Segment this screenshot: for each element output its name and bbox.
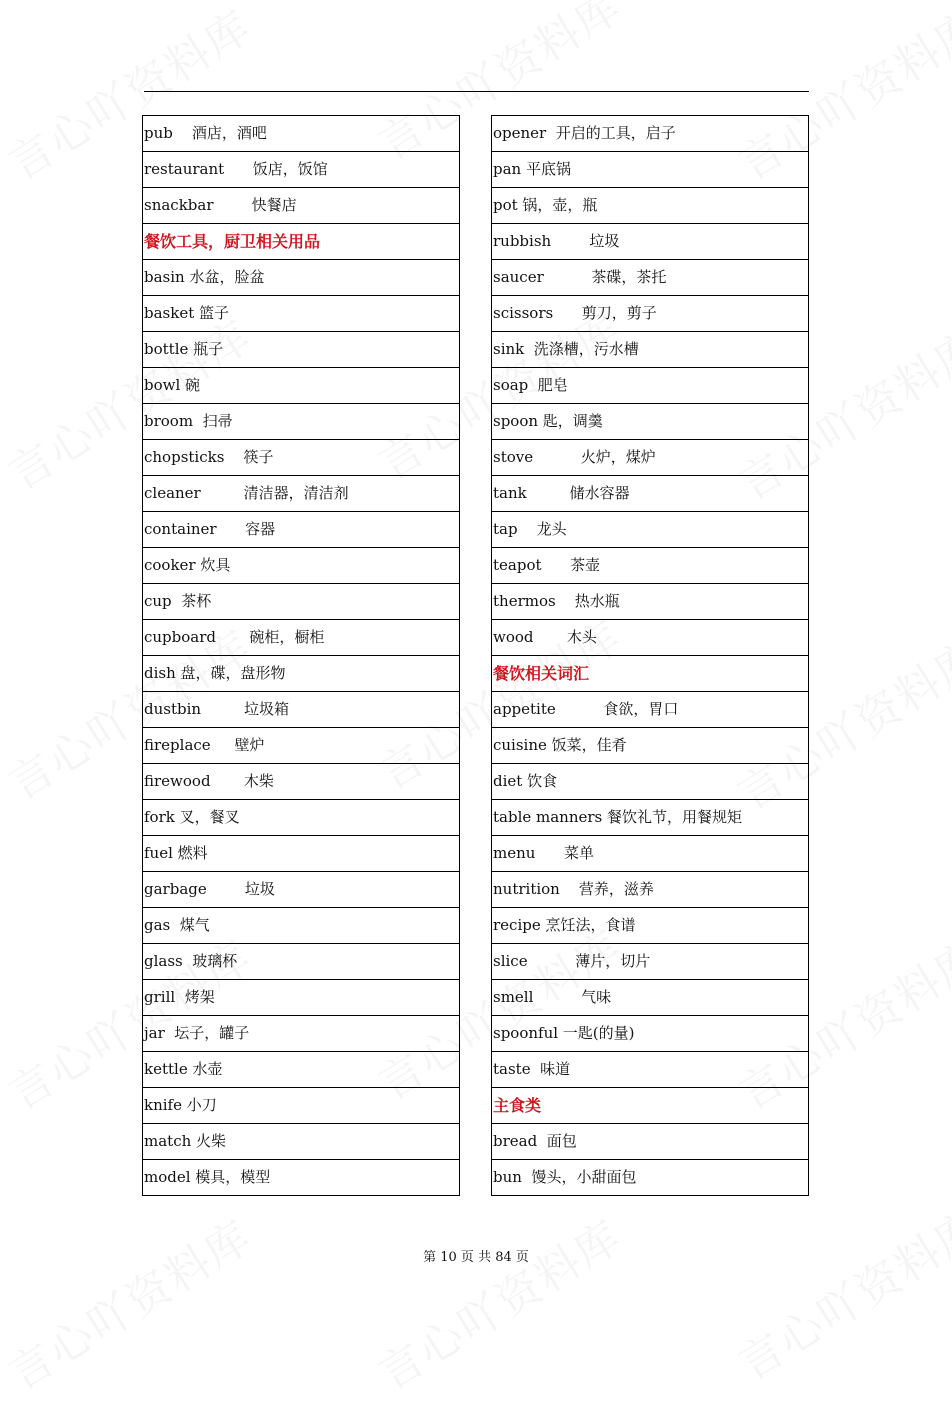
vocab-row (143, 620, 460, 656)
vocab-row (492, 260, 809, 296)
vocab-entry: garbage 垃圾 (143, 872, 460, 908)
vocab-row (492, 908, 809, 944)
vocab-entry: rubbish 垃圾 (492, 224, 809, 260)
vocab-entry: chopsticks 筷子 (143, 440, 460, 476)
vocab-table-left-body (143, 116, 460, 1196)
vocab-entry: kettle 水壶 (143, 1052, 460, 1088)
vocab-entry: jar 坛子，罐子 (143, 1016, 460, 1052)
vocab-entry: dish 盘，碟，盘形物 (143, 656, 460, 692)
vocab-entry: pub 酒店，酒吧 (143, 116, 460, 152)
vocab-row (143, 1124, 460, 1160)
vocab-entry: stove 火炉，煤炉 (492, 440, 809, 476)
vocab-table-right-body (492, 116, 809, 1196)
vocab-row (143, 656, 460, 692)
vocab-row (492, 872, 809, 908)
vocab-entry: soap 肥皂 (492, 368, 809, 404)
vocab-row (143, 728, 460, 764)
vocab-entry: appetite 食欲，胃口 (492, 692, 809, 728)
section-heading: 餐饮相关词汇 (492, 656, 809, 692)
vocab-entry: sink 洗涤槽，污水槽 (492, 332, 809, 368)
vocab-row (492, 440, 809, 476)
vocab-row (143, 764, 460, 800)
vocab-row (492, 188, 809, 224)
vocab-entry: firewood 木柴 (143, 764, 460, 800)
vocab-row (143, 1088, 460, 1124)
vocab-entry: pot 锅，壶，瓶 (492, 188, 809, 224)
vocab-entry: restaurant 饭店，饭馆 (143, 152, 460, 188)
vocab-entry: bun 馒头，小甜面包 (492, 1160, 809, 1196)
vocab-row (492, 152, 809, 188)
vocab-row (143, 1052, 460, 1088)
vocab-row (143, 188, 460, 224)
section-heading-row (492, 1088, 809, 1124)
vocab-row (492, 980, 809, 1016)
vocab-row (143, 404, 460, 440)
vocab-row (143, 548, 460, 584)
vocab-entry: smell 气味 (492, 980, 809, 1016)
vocab-row (492, 404, 809, 440)
vocab-entry: taste 味道 (492, 1052, 809, 1088)
vocab-row (143, 908, 460, 944)
watermark (0, 1202, 262, 1402)
watermark (724, 1192, 952, 1393)
vocab-entry: diet 饮食 (492, 764, 809, 800)
vocab-row (492, 548, 809, 584)
vocab-row (492, 1052, 809, 1088)
vocab-entry: cooker 炊具 (143, 548, 460, 584)
vocab-row (492, 728, 809, 764)
vocab-entry: slice 薄片，切片 (492, 944, 809, 980)
vocab-row (143, 800, 460, 836)
vocab-row (143, 584, 460, 620)
section-heading-row (143, 224, 460, 260)
vocab-row (492, 368, 809, 404)
vocab-entry: wood 木头 (492, 620, 809, 656)
vocab-entry: opener 开启的工具，启子 (492, 116, 809, 152)
vocab-row (143, 440, 460, 476)
vocab-entry: table manners 餐饮礼节，用餐规矩 (492, 800, 809, 836)
vocab-row (143, 260, 460, 296)
vocab-entry: knife 小刀 (143, 1088, 460, 1124)
vocab-row (492, 116, 809, 152)
vocab-entry: container 容器 (143, 512, 460, 548)
vocab-entry: pan 平底锅 (492, 152, 809, 188)
vocab-row (143, 836, 460, 872)
vocab-row (492, 476, 809, 512)
vocab-entry: cup 茶杯 (143, 584, 460, 620)
vocab-entry: dustbin 垃圾箱 (143, 692, 460, 728)
vocab-row (492, 764, 809, 800)
vocab-entry: thermos 热水瓶 (492, 584, 809, 620)
vocab-entry: fork 叉，餐叉 (143, 800, 460, 836)
vocab-row (143, 872, 460, 908)
vocab-row (492, 1016, 809, 1052)
vocab-row (492, 224, 809, 260)
vocab-row (492, 332, 809, 368)
header-rule (144, 91, 809, 92)
vocab-entry: fireplace 壁炉 (143, 728, 460, 764)
vocab-entry: saucer 茶碟，茶托 (492, 260, 809, 296)
vocab-row (492, 584, 809, 620)
watermark (364, 1202, 632, 1402)
vocab-row (143, 1160, 460, 1196)
vocab-row (492, 1124, 809, 1160)
vocab-entry: scissors 剪刀，剪子 (492, 296, 809, 332)
vocab-row (492, 296, 809, 332)
vocab-entry: fuel 燃料 (143, 836, 460, 872)
section-heading: 餐饮工具，厨卫相关用品 (143, 224, 460, 260)
vocab-entry: basin 水盆，脸盆 (143, 260, 460, 296)
vocab-row (143, 332, 460, 368)
vocab-table-left (142, 115, 460, 1196)
vocab-row (492, 944, 809, 980)
vocab-entry: cleaner 清洁器，清洁剂 (143, 476, 460, 512)
vocab-row (143, 692, 460, 728)
vocab-row (492, 512, 809, 548)
vocab-row (143, 116, 460, 152)
vocab-entry: tap 龙头 (492, 512, 809, 548)
vocab-entry: cuisine 饭菜，佳肴 (492, 728, 809, 764)
vocab-row (143, 944, 460, 980)
vocab-entry: recipe 烹饪法，食谱 (492, 908, 809, 944)
vocab-row (143, 368, 460, 404)
vocab-table-right (491, 115, 809, 1196)
vocab-entry: match 火柴 (143, 1124, 460, 1160)
vocab-entry: teapot 茶壶 (492, 548, 809, 584)
section-heading-row (492, 656, 809, 692)
vocab-row (492, 620, 809, 656)
vocab-row (143, 1016, 460, 1052)
vocab-row (143, 512, 460, 548)
vocab-entry: menu 菜单 (492, 836, 809, 872)
vocab-entry: glass 玻璃杯 (143, 944, 460, 980)
vocab-entry: bottle 瓶子 (143, 332, 460, 368)
vocab-row (492, 836, 809, 872)
page-footer: 第 10 页 共 84 页 (423, 1250, 529, 1265)
vocab-row (143, 152, 460, 188)
vocab-row (143, 476, 460, 512)
vocab-entry: broom 扫帚 (143, 404, 460, 440)
section-heading: 主食类 (492, 1088, 809, 1124)
vocab-row (492, 800, 809, 836)
vocab-row (143, 980, 460, 1016)
vocab-entry: grill 烤架 (143, 980, 460, 1016)
vocab-entry: snackbar 快餐店 (143, 188, 460, 224)
vocab-entry: spoonful 一匙(的量) (492, 1016, 809, 1052)
vocab-entry: bowl 碗 (143, 368, 460, 404)
vocab-entry: nutrition 营养，滋养 (492, 872, 809, 908)
vocab-entry: tank 储水容器 (492, 476, 809, 512)
vocab-row (492, 692, 809, 728)
vocab-entry: cupboard 碗柜，橱柜 (143, 620, 460, 656)
vocab-row (492, 1160, 809, 1196)
vocab-entry: gas 煤气 (143, 908, 460, 944)
vocab-entry: model 模具，模型 (143, 1160, 460, 1196)
vocab-entry: bread 面包 (492, 1124, 809, 1160)
vocab-entry: spoon 匙，调羹 (492, 404, 809, 440)
vocab-entry: basket 篮子 (143, 296, 460, 332)
vocab-row (143, 296, 460, 332)
